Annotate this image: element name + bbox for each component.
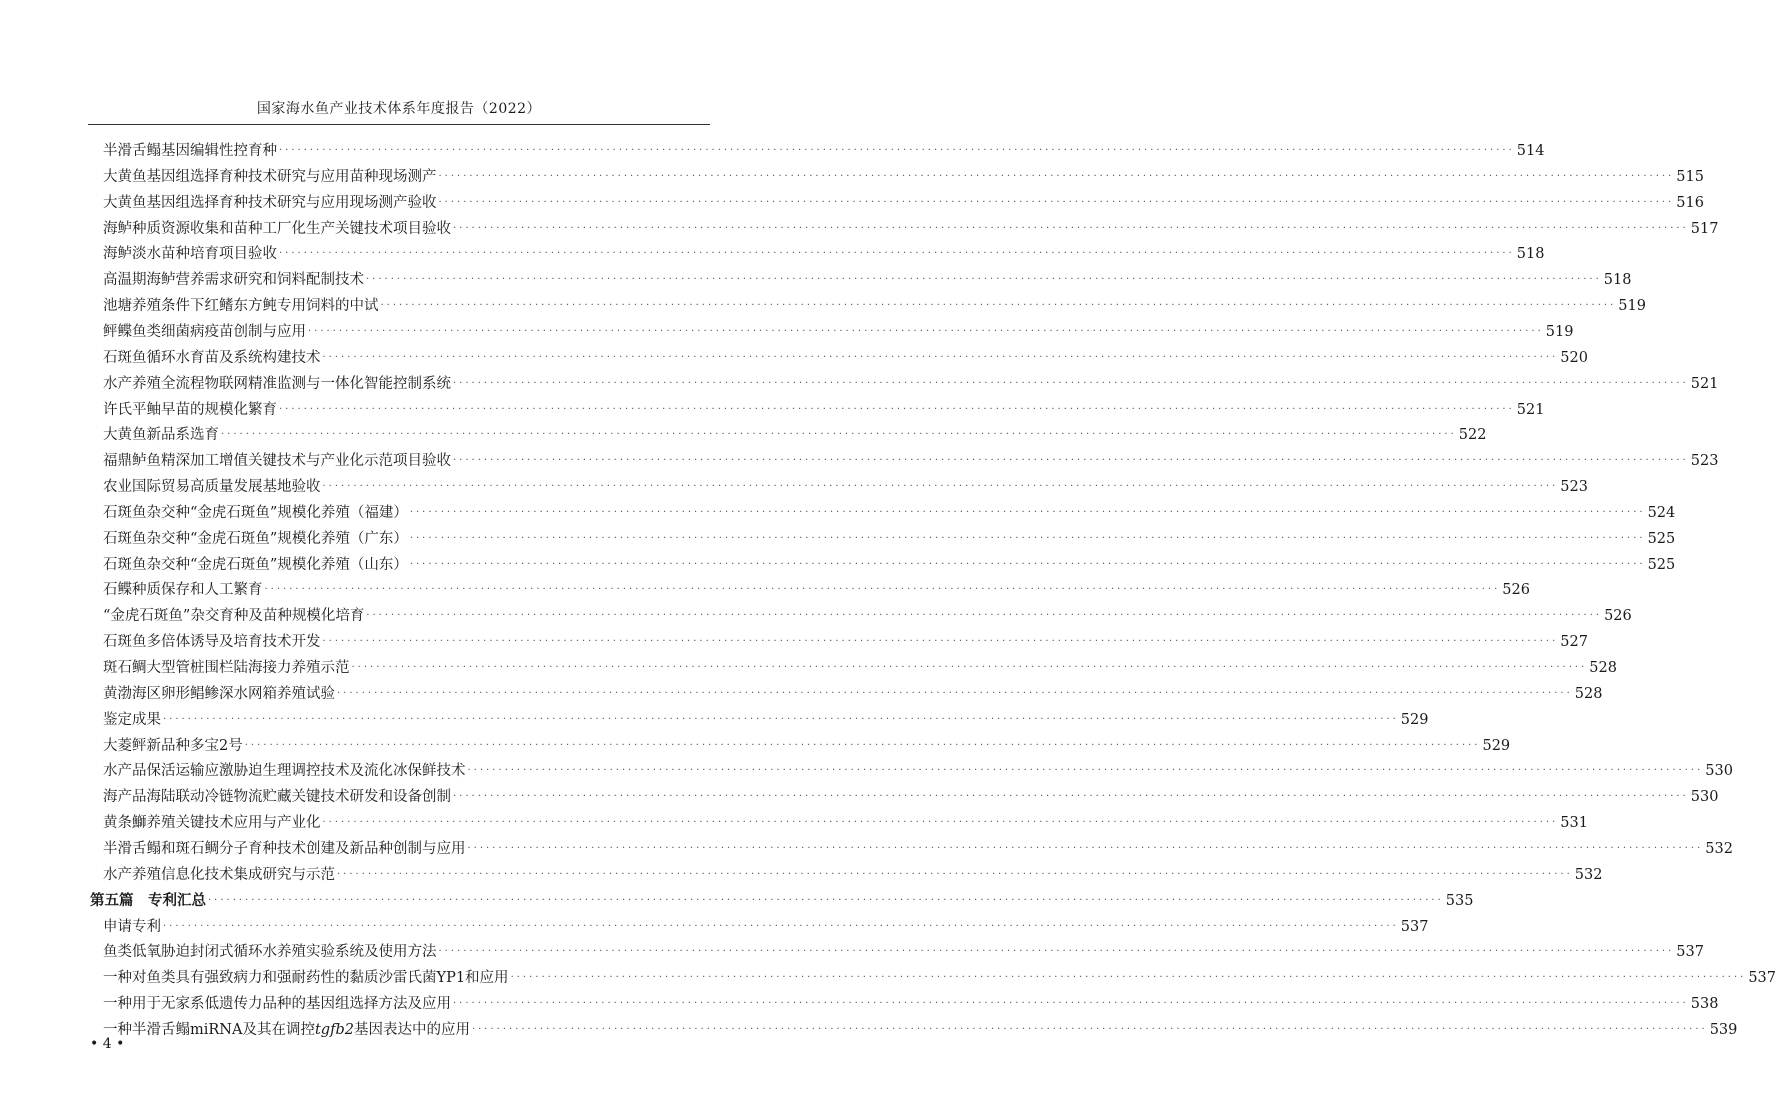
toc-entry[interactable]: [103, 368, 1719, 394]
toc-page-number: 519: [1545, 323, 1574, 340]
toc-entry[interactable]: [103, 445, 1719, 471]
toc-page-number: 517: [1690, 220, 1719, 237]
toc-entry[interactable]: [103, 574, 1530, 600]
toc-entry[interactable]: [103, 290, 1646, 316]
toc-entry[interactable]: [103, 962, 1776, 988]
toc-page-number: 521: [1516, 401, 1545, 418]
toc-entry[interactable]: [103, 419, 1487, 445]
dot-leader: ········································································································································································································: [337, 687, 1573, 699]
toc-entry[interactable]: [103, 1014, 1738, 1040]
toc-entry[interactable]: [103, 626, 1588, 652]
toc-entry-title: 鱼类低氧胁迫封闭式循环水养殖实验系统及使用方法: [103, 944, 437, 961]
dot-leader: ········································································································································································································: [453, 998, 1689, 1010]
toc-page-number: 522: [1458, 427, 1487, 444]
dot-leader: ········································································································································································································: [453, 377, 1689, 389]
dot-leader: ········································································································································································································: [163, 920, 1399, 932]
dot-leader: ········································································································································································································: [380, 300, 1617, 312]
toc-entry-title: 福鼎鲈鱼精深加工增值关键技术与产业化示范项目验收: [103, 453, 451, 470]
toc-entry[interactable]: [103, 704, 1429, 730]
dot-leader: ········································································································································································································: [244, 739, 1481, 751]
toc-entry-title: 鲆鲽鱼类细菌病疫苗创制与应用: [103, 323, 306, 340]
dot-leader: ········································································································································································································: [409, 506, 1646, 518]
toc-page-number: 525: [1647, 530, 1676, 547]
toc-entry[interactable]: [103, 833, 1733, 859]
toc-page-number: 529: [1400, 711, 1429, 728]
toc-page-number: 524: [1647, 504, 1676, 521]
toc-entry[interactable]: [103, 807, 1588, 833]
toc-entry[interactable]: [103, 859, 1603, 885]
toc-page-number: 537: [1676, 944, 1704, 961]
toc-entry-title: 海鲈种质资源收集和苗种工厂化生产关键技术项目验收: [103, 220, 451, 237]
toc-entry[interactable]: [103, 600, 1632, 626]
toc-entry[interactable]: [103, 755, 1733, 781]
toc-page-number: 539: [1709, 1021, 1738, 1038]
page-number: • 4 •: [90, 1036, 125, 1052]
dot-leader: ········································································································································································································: [467, 842, 1704, 854]
dot-leader: ········································································································································································································: [510, 972, 1747, 984]
toc-entry[interactable]: [103, 936, 1704, 962]
toc-entry-title: 石鲽种质保存和人工繁育: [103, 582, 263, 599]
dot-leader: ········································································································································································································: [366, 610, 1603, 622]
toc-entry-title: 石斑鱼杂交种“金虎石斑鱼”规模化养殖（福建）: [103, 504, 408, 521]
dot-leader: ········································································································································································································: [279, 403, 1515, 415]
dot-leader: ········································································································································································································: [467, 765, 1704, 777]
toc-entry[interactable]: [103, 135, 1545, 161]
toc-page-number: 526: [1502, 582, 1530, 599]
toc-entry[interactable]: [103, 911, 1429, 937]
toc-page-number: 537: [1748, 970, 1776, 987]
toc-page-number: 529: [1482, 737, 1511, 754]
toc-page-number: 528: [1589, 660, 1617, 676]
toc-entry-title: 高温期海鲈营养需求研究和饲料配制技术: [103, 272, 364, 289]
gene-name: tgfb2: [314, 1021, 354, 1038]
toc-entry-title: 水产品保活运输应激胁迫生理调控技术及流化冰保鲜技术: [103, 763, 466, 780]
toc-entry-title-part: 一种半滑舌鳎miRNA及其在调控: [103, 1021, 315, 1038]
toc-entry-title: 海鲈淡水苗种培育项目验收: [103, 246, 277, 263]
toc-page-number: 516: [1676, 194, 1704, 211]
toc-page-number: 531: [1560, 815, 1588, 832]
toc-page-number: 537: [1400, 918, 1429, 935]
toc-entry[interactable]: [103, 988, 1719, 1014]
dot-leader: ········································································································································································································: [453, 455, 1689, 467]
toc-entry[interactable]: [103, 264, 1632, 290]
toc-entry-title: 许氏平鲉早苗的规模化繁育: [103, 401, 277, 418]
dot-leader: ········································································································································································································: [308, 325, 1544, 337]
toc-entry-title: 海产品海陆联动冷链物流贮藏关键技术研发和设备创制: [103, 789, 451, 806]
dot-leader: ········································································································································································································: [221, 429, 1457, 441]
toc-page-number: 535: [1445, 892, 1474, 909]
dot-leader: ········································································································································································································: [279, 145, 1515, 156]
toc-entry[interactable]: [103, 549, 1676, 575]
toc-entry-title: 半滑舌鳎和斑石鲷分子育种技术创建及新品种创制与应用: [103, 840, 466, 857]
toc-page-number: 520: [1560, 349, 1588, 366]
toc-entry-title: 申请专利: [103, 918, 161, 935]
toc-entry-title: 大黄鱼基因组选择育种技术研究与应用苗种现场测产: [103, 168, 437, 185]
dot-leader: ········································································································································································································: [337, 868, 1573, 880]
toc-entry-title: 石斑鱼多倍体诱导及培育技术开发: [103, 634, 321, 651]
toc-entry-title: 一种对鱼类具有强致病力和强耐药性的黏质沙雷氏菌YP1和应用: [103, 970, 509, 987]
toc-page-number: 514: [1516, 143, 1545, 159]
toc-entry-title: 大黄鱼基因组选择育种技术研究与应用现场测产验收: [103, 194, 437, 211]
dot-leader: ········································································································································································································: [208, 894, 1444, 906]
toc-entry-title: 大黄鱼新品系选育: [103, 427, 219, 444]
toc-page-number: 528: [1574, 685, 1603, 702]
toc-entry[interactable]: [103, 316, 1574, 342]
dot-leader: ········································································································································································································: [322, 351, 1559, 363]
toc-entry[interactable]: [103, 187, 1704, 213]
toc-entry-title-part: 基因表达中的应用: [353, 1021, 470, 1038]
toc-page-number: 523: [1560, 479, 1588, 496]
dot-leader: ········································································································································································································: [453, 222, 1689, 234]
running-header: 国家海水鱼产业技术体系年度报告（2022）: [256, 101, 542, 117]
toc-page-number: 518: [1603, 272, 1632, 289]
toc-entry[interactable]: [103, 781, 1719, 807]
toc-entry[interactable]: [103, 730, 1511, 756]
toc-entry-title: 石斑鱼杂交种“金虎石斑鱼”规模化养殖（山东）: [103, 556, 408, 573]
toc-page-number: 532: [1574, 866, 1603, 883]
toc-part-heading[interactable]: [90, 885, 1474, 911]
dot-leader: ········································································································································································································: [351, 662, 1588, 673]
toc-entry[interactable]: [103, 238, 1545, 264]
toc-page-number: 515: [1676, 168, 1704, 185]
toc-entry[interactable]: [103, 523, 1676, 549]
toc-entry[interactable]: [103, 471, 1588, 497]
toc-entry-title: 农业国际贸易高质量发展基地验收: [103, 479, 321, 496]
dot-leader: ········································································································································································································: [163, 713, 1399, 725]
toc-entry-title: 斑石鲷大型管桩围栏陆海接力养殖示范: [103, 660, 350, 676]
toc-page-number: 525: [1647, 556, 1676, 573]
dot-leader: ········································································································································································································: [438, 196, 1675, 208]
toc-entry-title: “金虎石斑鱼”杂交育种及苗种规模化培育: [103, 608, 365, 625]
toc-entry-title: 石斑鱼循环水育苗及系统构建技术: [103, 349, 321, 366]
toc-page-number: 530: [1690, 789, 1719, 806]
dot-leader: ········································································································································································································: [279, 248, 1515, 260]
toc-entry-title: 大菱鲆新品种多宝2号: [103, 737, 243, 754]
dot-leader: ········································································································································································································: [322, 481, 1559, 493]
toc-entry[interactable]: [103, 161, 1704, 187]
dot-leader: ········································································································································································································: [453, 791, 1689, 803]
dot-leader: ········································································································································································································: [438, 170, 1675, 182]
toc-entry-title: 半滑舌鳎基因编辑性控育种: [103, 143, 277, 159]
toc-entry-title: 第五篇 专利汇总: [90, 892, 206, 909]
dot-leader: ········································································································································································································: [366, 274, 1602, 286]
toc-page-number: 523: [1690, 453, 1719, 470]
dot-leader: ········································································································································································································: [322, 817, 1559, 829]
dot-leader: ········································································································································································································: [438, 946, 1675, 958]
dot-leader: ········································································································································································································: [322, 636, 1559, 648]
toc-page-number: 532: [1705, 840, 1733, 857]
dot-leader: ········································································································································································································: [264, 584, 1501, 596]
toc-page-number: 538: [1690, 996, 1719, 1013]
toc-page-number: 526: [1604, 608, 1632, 625]
toc-entry[interactable]: [103, 213, 1719, 239]
toc-page-number: 530: [1705, 763, 1733, 780]
toc-page-number: 527: [1560, 634, 1588, 651]
toc-page-number: 519: [1618, 298, 1646, 315]
toc-entry-title: 鉴定成果: [103, 711, 161, 728]
toc-entry[interactable]: [103, 497, 1676, 523]
toc-entry-title: 一种用于无家系低遗传力品种的基因组选择方法及应用: [103, 996, 451, 1013]
toc-entry-title: 黄条鰤养殖关键技术应用与产业化: [103, 815, 321, 832]
toc-entry-title: 石斑鱼杂交种“金虎石斑鱼”规模化养殖（广东）: [103, 530, 408, 547]
toc-entry-title: [103, 1020, 472, 1040]
toc-entry[interactable]: [103, 342, 1588, 368]
dot-leader: ········································································································································································································: [409, 532, 1646, 544]
toc-page-number: 521: [1690, 375, 1719, 392]
header-rule: [88, 124, 710, 125]
dot-leader: ········································································································································································································: [409, 558, 1646, 570]
toc-page-number: 518: [1516, 246, 1545, 263]
toc-entry[interactable]: [103, 652, 1617, 678]
toc-entry-title: 池塘养殖条件下红鳍东方鲀专用饲料的中试: [103, 298, 379, 315]
toc-entry[interactable]: [103, 678, 1603, 704]
toc-entry-title: 水产养殖全流程物联网精准监测与一体化智能控制系统: [103, 375, 451, 392]
toc-entry[interactable]: [103, 394, 1545, 420]
toc-entry-title: 黄渤海区卵形鲳鲹深水网箱养殖试验: [103, 685, 335, 702]
dot-leader: ········································································································································································································: [471, 1023, 1708, 1035]
toc-entry-title: 水产养殖信息化技术集成研究与示范: [103, 866, 335, 883]
